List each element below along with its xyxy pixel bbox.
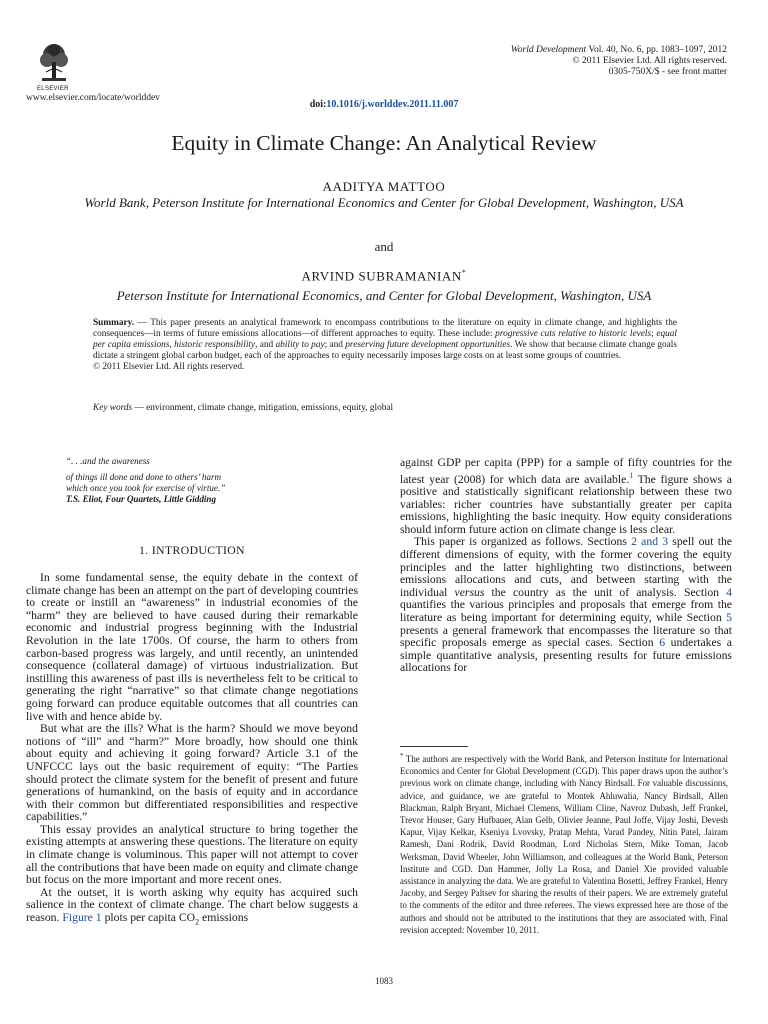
footnote-mark: * xyxy=(400,752,404,760)
co2-subscript: 2 xyxy=(195,917,200,927)
section-6-link[interactable]: 6 xyxy=(659,636,666,650)
author-conjunction: and xyxy=(374,239,394,254)
epigraph-attribution: T.S. Eliot, Four Quartets, Little Gidding xyxy=(66,494,216,504)
journal-issn: 0305-750X/$ - see front matter xyxy=(608,67,727,77)
author-2-footnote-mark[interactable]: * xyxy=(461,268,467,277)
rp1-text-b: The figure shows a positive and statistically significant relationship between these two variables: richer countries have substantially greater per capita emissions, highlighting the basic inequity. How equity considerations should inform future action on climate change is less clear. xyxy=(400,472,732,536)
journal-citation-line xyxy=(397,45,727,56)
summary-sep-3: , and xyxy=(255,340,276,351)
rp2-text-c: the country as the unit of analysis. Section xyxy=(484,585,727,599)
right-paragraph-1 xyxy=(400,457,732,536)
publisher-logo-text: ELSEVIER xyxy=(37,86,69,92)
journal-name: World Development xyxy=(510,45,587,55)
author-1-name: AADITYA MATTOO xyxy=(322,179,446,194)
elsevier-tree-logo xyxy=(38,42,70,86)
epigraph-line-1: “. . .and the awareness xyxy=(66,456,150,466)
summary-italic-2: equal per capita emissions xyxy=(93,329,677,351)
p4-text-c: emissions xyxy=(199,911,249,925)
author-footnote xyxy=(400,750,728,936)
intro-paragraph-2: But what are the ills? What is the harm? Should we move beyond notions of “ill” and “harm?” More broadly, how should one think about equity and achieving it going forward? Article 3.1 of the UNFCCC lays out the basic requirement of equity: “The Parties should protect the climate system for the benefit of present and future generations of humankind, on the basis of equity and in accordance with their common but differentiated responsibilities and respective capabilities.” xyxy=(26,722,358,824)
rp1-text-a: against GDP per capita (PPP) for a sample of fifty countries for the latest year (2008) for which data are available. xyxy=(400,456,732,486)
sections-2-3-link[interactable]: 2 and 3 xyxy=(631,535,669,549)
summary-sep-4: ; and xyxy=(324,340,346,351)
summary-sep-1: ; xyxy=(651,329,657,340)
doi-link[interactable]: 10.1016/j.worlddev.2011.11.007 xyxy=(326,99,459,110)
journal-info xyxy=(397,45,727,78)
author-2-affiliation: Peterson Institute for International Economics, and Center for Global Development, Washington, USA xyxy=(116,288,652,303)
keywords-text: — environment, climate change, mitigation, emissions, equity, global xyxy=(132,403,394,413)
intro-paragraph-4 xyxy=(26,887,358,929)
p4-text-b: plots per capita CO xyxy=(101,911,196,925)
keywords xyxy=(93,403,677,413)
footnote-1-link[interactable]: 1 xyxy=(629,470,634,480)
paper-title: Equity in Climate Change: An Analytical Review xyxy=(171,131,597,155)
rp2-text-b: spell out the different dimensions of equity, with the former covering the equity principles and the latter highlighting two distinctions, between emissions allocations and cuts, and between starting with the individual xyxy=(400,535,732,599)
section-5-link[interactable]: 5 xyxy=(726,611,732,625)
page-number: 1083 xyxy=(375,976,393,986)
journal-copyright: © 2011 Elsevier Ltd. All rights reserved. xyxy=(572,56,727,66)
author-2-name: ARVIND SUBRAMANIAN xyxy=(301,268,462,284)
rp2-text-e: presents a general framework that encompasses the literature so that specific proposals emerge as special cases. Section xyxy=(400,623,732,650)
author-2-line xyxy=(0,268,768,284)
p4-text-a: At the outset, it is worth asking why equity has acquired such salience in the context of climate change. The chart below suggests a reason. xyxy=(26,885,358,925)
summary-italic-3: historic responsibility xyxy=(174,340,256,351)
rp2-italic: versus xyxy=(454,585,485,599)
summary-italic-5: preserving future development opportunities xyxy=(345,340,511,351)
summary-italic-4: ability to pay xyxy=(275,340,325,351)
footnote-rule xyxy=(400,746,468,747)
author-1-affiliation: World Bank, Peterson Institute for International Economics and Center for Global Development, Washington, USA xyxy=(84,195,684,210)
summary-text-1: This paper presents an analytical framework to encompass contributions to the literature on equity in climate change, and highlights the consequences—in terms of future emissions allocations—of different approaches to equity. These include: xyxy=(93,318,678,340)
summary-text-2: . We show that because climate change goals dictate a stringent global carbon budget, each of the approaches to equity necessarily imposes large costs on at least some groups of countries. xyxy=(93,340,678,362)
epigraph xyxy=(66,456,346,505)
rp2-text-a: This paper is organized as follows. Sections xyxy=(414,535,632,549)
section-heading-introduction: 1. INTRODUCTION xyxy=(139,544,245,557)
summary-sep-2: , xyxy=(169,340,175,351)
section-4-link[interactable]: 4 xyxy=(726,585,732,599)
summary-italic-1: progressive cuts relative to historic levels xyxy=(495,329,652,340)
abstract-summary xyxy=(93,318,677,373)
summary-copyright: © 2011 Elsevier Ltd. All rights reserved. xyxy=(93,362,245,373)
right-column xyxy=(400,457,732,675)
right-paragraph-2 xyxy=(400,536,732,675)
footnote-text: The authors are respectively with the World Bank, and Peterson Institute for International Economics and Center for Global Development (CGD). This paper draws upon the author’s previous work on climate change, including with Nancy Birdsall. For valuable discussions, advice, and guidance, we are grateful to Montek Ahluwalia, Nancy Birdsall, Allen Blackman, Ralph Bryant, Michael Clemens, William Cline, Navroz Dubash, Jeff Frankel, Trevor Houser, Gary Hufbauer, Alan Gelb, Olivier Jeanne, Paul Joffe, Vijay Joshi, Devesh Kapur, Vijay Kelkar, Kseniya Lvovsky, Pratap Mehta, Varad Pandey, Nitin Patel, Jairam Ramesh, Dani Rodrik, David Roodman, Lord Nicholas Stern, Mike Toman, Jacob Werksman, David Wheeler, John Williamson, and colleagues at the World Bank, Peterson Institute and CGD. Dan Hammer, Jolly La Rosa, and Daniel Xie provided valuable assistance in analyzing the data. We are grateful to Valentina Bosetti, Jeffrey Frankel, Henry Jacoby, and Sergey Paltsev for sharing the results of their papers. We are extremely grateful to the comments of the editor and three referees. The views expressed here are those of the authors and should not be attributed to the institutions that they are associated with. Final revision accepted: November 10, 2011. xyxy=(400,753,728,935)
epigraph-line-3: which once you took for exercise of virtue.” xyxy=(66,483,226,493)
intro-paragraph-3: This essay provides an analytical structure to bring together the existing attempts at answering these questions. The literature on equity in climate change is voluminous. This paper will not attempt to cover all the contributions that have been made on equity and climate change but focus on the more important and more recent ones. xyxy=(26,822,359,887)
figure-1-link[interactable]: Figure 1 xyxy=(62,911,102,925)
rp2-text-f: undertakes a simple quantitative analysis, presenting results for future emissions allocations for xyxy=(400,636,732,675)
doi-line xyxy=(0,99,768,110)
keywords-label: Key words xyxy=(93,403,133,413)
intro-paragraph-1: In some fundamental sense, the equity debate in the context of climate change has been an attempt on the part of developing countries to create or instill an “awareness” in industrial economies of the “harm” they are believed to have caused during their remarkable economic and industrial progress beginning with the Industrial Revolution in the late 1700s. Of course, the harm to others from carbon-based progress was largely, and until recently, an unintended consequence (collateral damage) of virtuous industrialization. But instilling this awareness of past ills is nevertheless felt to be critical to generating the right “narrative” so that climate change negotiations going forward can produce equitable outcomes that all countries can live with and hence abide by. xyxy=(26,571,358,723)
journal-url[interactable]: www.elsevier.com/locate/worlddev xyxy=(26,93,160,103)
rp2-text-d: quantifies the various principles and proposals that emerge from the literature as being important for determining equity, while Section xyxy=(400,598,732,625)
summary-label: Summary. xyxy=(93,318,135,328)
epigraph-line-2: of things ill done and done to others’ harm xyxy=(66,472,222,482)
journal-citation: Vol. 40, No. 6, pp. 1083–1097, 2012 xyxy=(588,45,727,55)
left-column xyxy=(26,572,358,929)
summary-dash: — xyxy=(134,318,151,328)
doi-prefix: doi: xyxy=(309,99,327,110)
